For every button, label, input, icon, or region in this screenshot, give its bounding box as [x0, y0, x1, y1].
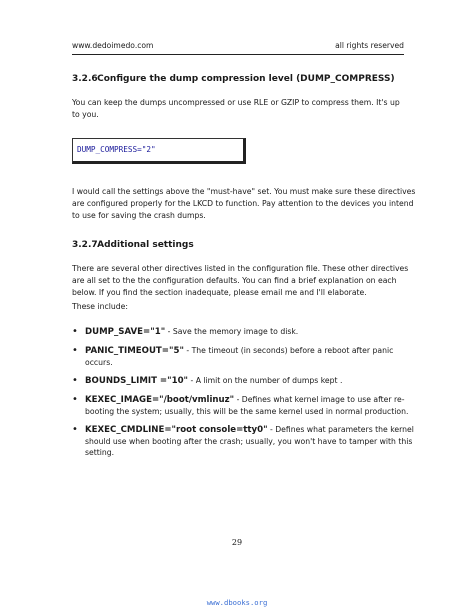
code-snippet: DUMP_COMPRESS="2" [77, 145, 156, 154]
list-item-line: setting. [85, 448, 115, 457]
list-item-line [85, 375, 406, 387]
paragraph-line: to use for saving the crash dumps. [72, 211, 206, 220]
list-item [72, 394, 409, 417]
header-site: www.dedoimedo.com [72, 41, 154, 50]
paragraph-line: below. If you find the section inadequate, please email me and I'll elaborate. [72, 288, 367, 297]
directive-key: KEXEC_IMAGE="/boot/vmlinuz" [85, 395, 235, 405]
list-item-line [85, 345, 406, 357]
footer-link[interactable]: www.dbooks.org [206, 598, 268, 607]
directive-desc: - A limit on the number of dumps kept . [188, 376, 343, 385]
list-item-line: occurs. [85, 358, 113, 367]
must-have-paragraph [72, 186, 416, 222]
section-number: 3.2.7 [72, 240, 98, 250]
directive-key: PANIC_TIMEOUT="5" [85, 346, 184, 356]
directive-desc: - Defines what parameters the kernel [267, 425, 414, 434]
list-item [72, 424, 414, 458]
bullet-icon: • [72, 345, 78, 356]
section-title: Additional settings [97, 240, 194, 250]
bullet-icon: • [72, 424, 78, 435]
section-title: Configure the dump compression level (DUMP_COMPRESS) [97, 74, 395, 84]
directive-key: KEXEC_CMDLINE="root console=tty0" [85, 425, 268, 435]
page-number: 29 [231, 538, 243, 547]
paragraph-line: to you. [72, 110, 99, 119]
list-item-line: booting the system; usually, this will be the same kernel used in normal production. [85, 407, 409, 416]
paragraph-line: are all set to the the configuration defaults. You can find a brief explanation on each [72, 276, 397, 285]
section-number: 3.2.6 [72, 74, 98, 84]
bullet-icon: • [72, 375, 78, 386]
list-item [72, 375, 406, 387]
paragraph-line: You can keep the dumps uncompressed or use RLE or GZIP to compress them. It's up [72, 98, 400, 107]
directive-key: DUMP_SAVE="1" [85, 327, 166, 337]
bullet-icon: • [72, 326, 78, 337]
directive-key: BOUNDS_LIMIT ="10" [85, 376, 189, 386]
compression-paragraph [72, 97, 406, 121]
list-item-line [85, 326, 406, 338]
list-item-line: should use when booting after the crash; usually, you won't have to tamper with this [85, 437, 413, 446]
directives-list [72, 326, 414, 465]
paragraph-line: I would call the settings above the "must-have" set. You must make sure these directives [72, 187, 416, 196]
list-item [72, 326, 406, 338]
directive-desc: - The timeout (in seconds) before a reboot after panic [183, 346, 394, 355]
header-rights: all rights reserved [335, 41, 404, 50]
directive-desc: - Save the memory image to disk. [165, 327, 299, 336]
page-header [72, 40, 404, 55]
these-include-text [72, 301, 406, 313]
code-box [72, 138, 246, 164]
paragraph-line: These include: [72, 302, 128, 311]
paragraph-line: are configured properly for the LKCD to function. Pay attention to the devices you intend [72, 199, 414, 208]
bullet-icon: • [72, 394, 78, 405]
list-item-line [85, 424, 414, 436]
paragraph-line: There are several other directives listed in the configuration file. These other directives [72, 264, 409, 273]
additional-paragraph [72, 263, 409, 299]
section-heading-3-2-7 [72, 240, 194, 250]
list-item [72, 345, 406, 368]
list-item-line [85, 394, 406, 406]
directive-desc: - Defines what kernel image to use after re- [234, 395, 405, 404]
section-heading-3-2-6 [72, 74, 395, 84]
